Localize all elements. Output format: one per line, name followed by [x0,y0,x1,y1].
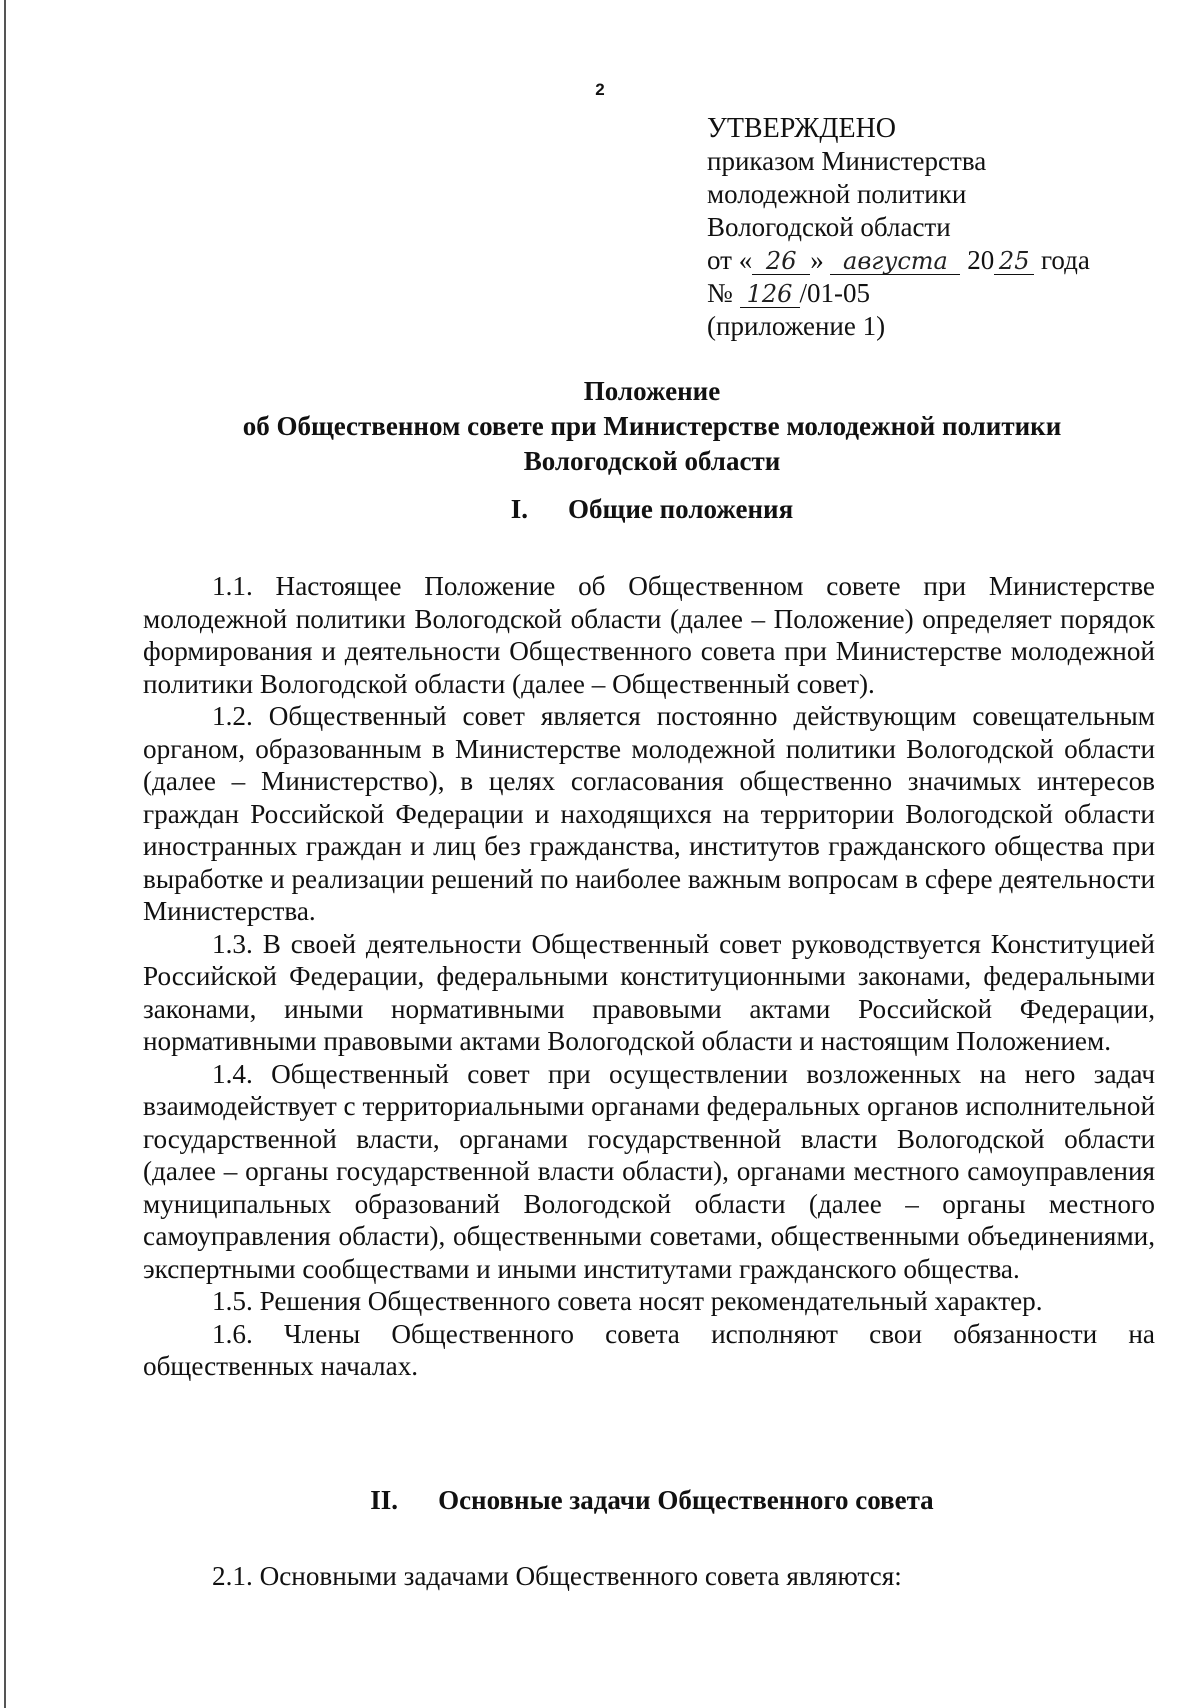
section-2-title: Основные задачи Общественного совета [438,1485,934,1515]
approval-line-ministry: молодежной политики [707,179,967,209]
scan-page-edge [4,0,6,1708]
approval-line-region: Вологодской области [707,212,951,242]
approval-number-line [707,277,1147,310]
date-month-handwritten: августа [830,248,960,275]
date-suffix: года [1040,245,1090,275]
approval-attachment: (приложение 1) [707,311,886,341]
approval-stamp-block [707,112,1147,343]
paragraph-1-3: 1.3. В своей деятельности Общественный совет руководствуется Конституцией Российской Федерации, федеральными конституционными законами, федеральными законами, иными нормативными правовыми актами Российской Федерации, нормативными правовыми актами Вологодской области и настоящим Положением. [143,928,1155,1056]
section-1-heading [140,492,1164,527]
section-1-body [143,570,1155,1383]
document-title [140,374,1164,479]
date-mid: » [810,245,824,275]
paragraph-2-1: 2.1. Основными задачами Общественного совета являются: [212,1561,902,1591]
page-number: 2 [595,80,605,99]
paragraph-1-5: 1.5. Решения Общественного совета носят рекомендательный характер. [212,1286,1043,1316]
number-handwritten: 126 [740,281,800,308]
approval-heading: УТВЕРЖДЕНО [707,113,897,144]
approval-line-order: приказом Министерства [707,146,987,176]
paragraph-1-2: 1.2. Общественный совет является постоянно действующим совещательным органом, образованным в Министерстве молодежной политики Вологодской области (далее – Министерство), в целях согласования общественно значимых интересов граждан Российской Федерации и находящихся на территории Вологодской области иностранных граждан и лиц без гражданства, институтов гражданского общества при выработке и реализации решений по наиболее важным вопросам в сфере деятельности Министерства. [143,701,1155,926]
section-1-numeral: I. [510,494,529,524]
section-2-numeral: II. [370,1485,399,1515]
section-1-title: Общие положения [568,494,794,524]
paragraph-1-4: 1.4. Общественный совет при осуществлении возложенных на него задач взаимодействует с территориальными органами федеральных органов исполнительной государственной власти, органами государственной власти Вологодской области (далее – органы государственной власти области), органами местного самоуправления муниципальных образований Вологодской области (далее – органы местного самоуправления области), общественными советами, общественными объединениями, экспертными сообществами и иными институтами гражданского общества. [143,1058,1155,1284]
paragraph-1-6: 1.6. Члены Общественного совета исполняют свои обязанности на общественных началах. [143,1318,1155,1381]
paragraph-1-1: 1.1. Настоящее Положение об Общественном совете при Министерстве молодежной политики Вологодской области (далее – Положение) определяет порядок формирования и деятельности Общественного совета при Министерстве молодежной политики Вологодской области (далее – Общественный совет). [143,571,1155,699]
date-day-handwritten: 26 [752,248,810,275]
title-line-2: об Общественном совете при Министерстве молодежной политики [242,411,1062,441]
date-year-prefix: 20 [967,245,995,275]
date-prefix: от « [707,245,753,275]
number-suffix: /01-05 [799,278,871,308]
title-line-1: Положение [583,376,721,406]
number-prefix: № [707,278,733,308]
title-line-3: Вологодской области [523,446,781,476]
date-year-handwritten: 25 [994,248,1034,275]
section-2-heading [140,1483,1164,1518]
approval-date-line [707,244,1147,277]
